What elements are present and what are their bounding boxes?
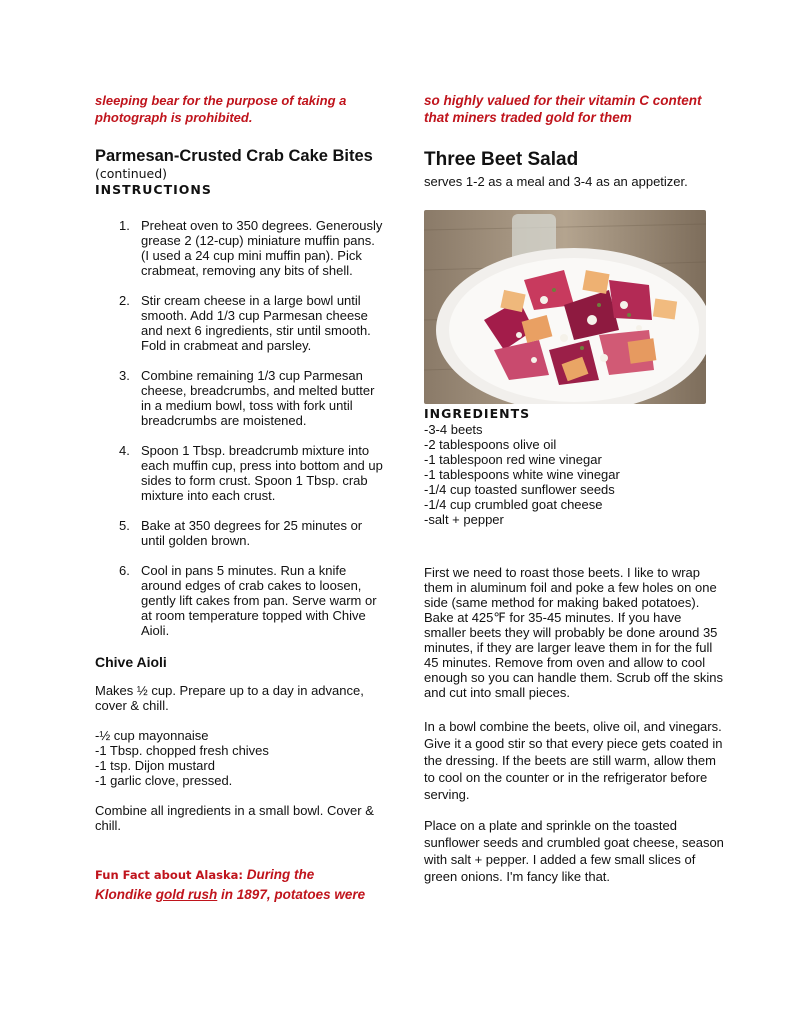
- continued-label: (continued): [95, 166, 168, 181]
- list-item: -1 tsp. Dijon mustard: [95, 758, 215, 773]
- recipe-title: Parmesan-Crusted Crab Cake Bites: [95, 147, 373, 165]
- salad-photo: [424, 210, 706, 404]
- list-item: -salt + pepper: [424, 512, 504, 527]
- salad-title: Three Beet Salad: [424, 149, 579, 170]
- aioli-method: Combine all ingredients in a small bowl. Cover & chill.: [95, 803, 374, 833]
- list-item: -1 garlic clove, pressed.: [95, 773, 233, 788]
- instructions-heading: INSTRUCTIONS: [95, 182, 212, 197]
- ingredients-heading: INGREDIENTS: [424, 406, 531, 421]
- instructions-list: [95, 218, 385, 638]
- intro-text-right: so highly valued for their vitamin C content that miners traded gold for them: [424, 93, 702, 125]
- list-item: -1 Tbsp. chopped fresh chives: [95, 743, 269, 758]
- instruction-step: 1. Preheat oven to 350 degrees. Generously grease 2 (12-cup) miniature muffin pans. (I used a 24 cup mini muffin pan). Pick crabmeat, removing any bits of shell.: [119, 218, 383, 278]
- instruction-step: 4. Spoon 1 Tbsp. breadcrumb mixture into each muffin cup, press into bottom and up sides to form crust. Spoon 1 Tbsp. crab mixture into each crust.: [119, 443, 383, 503]
- list-item: -1/4 cup toasted sunflower seeds: [424, 482, 615, 497]
- method-paragraph-2: In a bowl combine the beets, olive oil, and vinegars. Give it a good stir so that every piece gets coated in the dressing. If the beets are still warm, allow them to cool on the counter or in the refrigerator before serving.: [424, 719, 723, 802]
- list-item: -1 tablespoons white wine vinegar: [424, 467, 620, 482]
- fun-fact: Fun Fact about Alaska: During the Klondike gold rush in 1897, potatoes were: [95, 867, 366, 902]
- intro-text-left: sleeping bear for the purpose of taking a photograph is prohibited.: [95, 93, 347, 125]
- list-item: -1/4 cup crumbled goat cheese: [424, 497, 603, 512]
- method-paragraph-1: First we need to roast those beets. I like to wrap them in aluminum foil and poke a few holes on one side (same method for making baked potatoes). Bake at 425℉ for 35-45 minutes. If you have smaller beets they will probably be done around 35 minutes, if they are larger leave them in for the full 45 minutes. Remove from oven and allow to cool enough so you can handle them. Scrub off the skins and cut into small pieces.: [424, 565, 723, 700]
- aioli-ingredients: [95, 728, 385, 788]
- instruction-step: 2. Stir cream cheese in a large bowl until smooth. Add 1/3 cup Parmesan cheese and next 6 ingredients, stir until smooth. Fold in crabmeat and parsley.: [119, 293, 371, 353]
- list-item: -½ cup mayonnaise: [95, 728, 209, 743]
- list-item: -1 tablespoon red wine vinegar: [424, 452, 602, 467]
- list-item: -3-4 beets: [424, 422, 483, 437]
- instruction-step: 3. Combine remaining 1/3 cup Parmesan cheese, breadcrumbs, and melted butter in a medium bowl, toss with fork until breadcrumbs are moistened.: [119, 368, 375, 428]
- left-column: [95, 92, 385, 904]
- method-paragraph-3: Place on a plate and sprinkle on the toasted sunflower seeds and crumbled goat cheese, season with salt + pepper. I added a few small slices of green onions. I'm fancy like that.: [424, 818, 724, 884]
- aioli-makes: Makes ½ cup. Prepare up to a day in advance, cover & chill.: [95, 683, 364, 713]
- salad-photo-image: [424, 210, 706, 404]
- instruction-step: 6. Cool in pans 5 minutes. Run a knife around edges of crab cakes to loosen, gently lift cakes from pan. Serve warm or at room temperature topped with Chive Aioli.: [119, 563, 377, 638]
- instruction-step: 5. Bake at 350 degrees for 25 minutes or until golden brown.: [119, 518, 363, 548]
- right-column: [424, 92, 724, 885]
- serves-text: serves 1-2 as a meal and 3-4 as an appetizer.: [424, 174, 688, 189]
- aioli-title: Chive Aioli: [95, 654, 167, 670]
- gold-rush-link[interactable]: gold rush: [155, 887, 218, 902]
- fun-fact-label: Fun Fact about Alaska:: [95, 868, 243, 882]
- list-item: -2 tablespoons olive oil: [424, 437, 557, 452]
- ingredients-list: [424, 422, 724, 527]
